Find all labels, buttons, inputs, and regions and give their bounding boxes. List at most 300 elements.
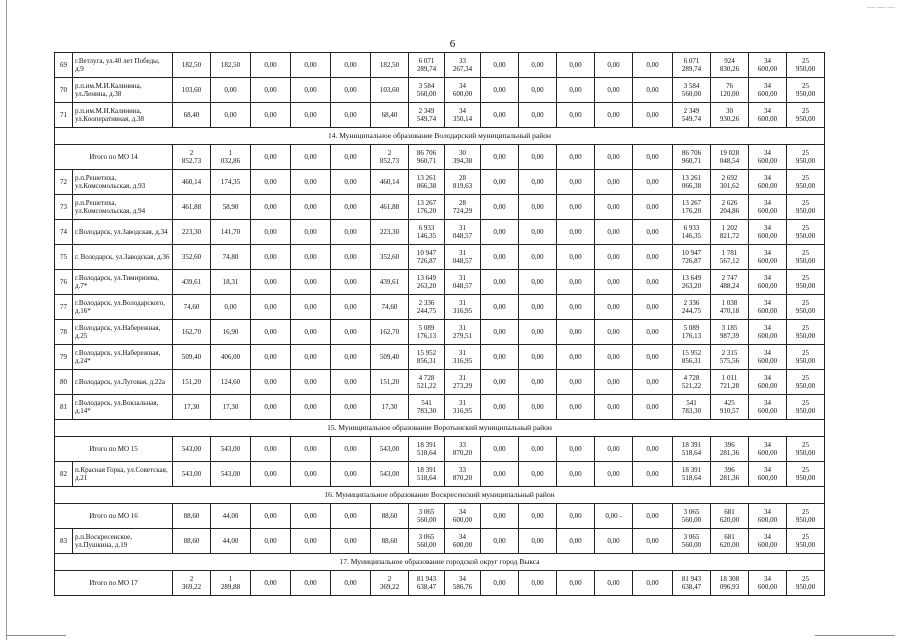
value-cell: 439,61 — [371, 270, 409, 295]
value-cell: 103,60 — [371, 78, 409, 103]
row-number: 73 — [55, 195, 73, 220]
value-cell: 6 933 146,35 — [409, 220, 445, 245]
total-cell: 2 369,22 — [173, 571, 211, 596]
value-cell: 17,30 — [211, 395, 251, 420]
total-cell: 0,00 — [251, 437, 291, 462]
page-number: 6 — [449, 38, 456, 50]
value-cell: 25 950,00 — [787, 370, 825, 395]
total-cell: 681 620,00 — [711, 504, 749, 529]
total-cell: 0,00 — [251, 571, 291, 596]
value-cell: 16,90 — [211, 320, 251, 345]
value-cell: 0,00 — [251, 370, 291, 395]
value-cell: 396 281,36 — [711, 462, 749, 487]
value-cell: 0,00 — [251, 195, 291, 220]
value-cell: 0,00 — [291, 245, 331, 270]
total-cell: 1 289,88 — [211, 571, 251, 596]
value-cell: 0,00 — [519, 270, 557, 295]
address-cell: г.Володарск, ул.Набережная, д.25 — [73, 320, 173, 345]
value-cell: 0,00 — [291, 295, 331, 320]
value-cell: 0,00 — [481, 270, 519, 295]
value-cell: 0,00 — [481, 78, 519, 103]
value-cell: 0,00 — [291, 195, 331, 220]
value-cell: 0,00 — [557, 270, 595, 295]
value-cell: 0,00 — [519, 103, 557, 128]
value-cell: 2 336 244,75 — [409, 295, 445, 320]
address-cell: р.п.Воскресенское, ул.Пушкина, д.19 — [73, 529, 173, 554]
total-cell: 25 950,00 — [787, 437, 825, 462]
value-cell: 1 781 567,12 — [711, 245, 749, 270]
value-cell: 0,00 — [291, 345, 331, 370]
value-cell: 0,00 — [331, 270, 371, 295]
value-cell: 0,00 — [251, 103, 291, 128]
value-cell: 0,00 — [519, 462, 557, 487]
section-heading: 16. Муниципальное образование Воскресенский муниципальный район — [55, 487, 825, 504]
value-cell: 0,00 — [251, 220, 291, 245]
total-cell: 18 391 518,64 — [673, 437, 711, 462]
value-cell: 34 600,00 — [749, 320, 787, 345]
total-cell: 34 586,76 — [445, 571, 481, 596]
total-cell: 18 391 518,64 — [409, 437, 445, 462]
scan-bottom-right-line — [815, 635, 895, 636]
total-cell: 18 308 096,93 — [711, 571, 749, 596]
total-cell: 19 028 048,54 — [711, 145, 749, 170]
value-cell: 0,00 — [251, 245, 291, 270]
value-cell: 0,00 — [291, 395, 331, 420]
value-cell: 0,00 — [595, 78, 633, 103]
value-cell: 0,00 — [595, 220, 633, 245]
total-cell: 25 950,00 — [787, 571, 825, 596]
row-number: 76 — [55, 270, 73, 295]
value-cell: 0,00 — [291, 78, 331, 103]
total-cell: 0,00 — [481, 504, 519, 529]
value-cell: 0,00 — [595, 195, 633, 220]
total-cell: 34 600,00 — [749, 504, 787, 529]
total-cell: 0,00 — [557, 437, 595, 462]
value-cell: 34 600,00 — [749, 245, 787, 270]
total-cell: 0,00 — [331, 437, 371, 462]
row-number: 77 — [55, 295, 73, 320]
value-cell: 33 267,34 — [445, 53, 481, 78]
value-cell: 681 620,00 — [711, 529, 749, 554]
table-row — [55, 170, 825, 195]
address-cell: г.Володарск, ул.Набережная, д.24* — [73, 345, 173, 370]
value-cell: 0,00 — [481, 370, 519, 395]
value-cell: 151,20 — [173, 370, 211, 395]
value-cell: 406,00 — [211, 345, 251, 370]
value-cell: 460,14 — [371, 170, 409, 195]
value-cell: 0,00 — [595, 462, 633, 487]
value-cell: 28 724,29 — [445, 195, 481, 220]
value-cell: 0,00 — [519, 170, 557, 195]
value-cell: 13 267 176,20 — [673, 195, 711, 220]
scan-edge-line — [6, 0, 7, 640]
value-cell: 74,80 — [211, 245, 251, 270]
value-cell: 0,00 — [331, 529, 371, 554]
value-cell: 0,00 — [633, 529, 673, 554]
total-cell: 0,00 — [519, 437, 557, 462]
value-cell: 3 584 560,00 — [673, 78, 711, 103]
value-cell: 0,00 — [633, 370, 673, 395]
total-cell: 0,00 — [519, 145, 557, 170]
section-heading-row — [55, 420, 825, 437]
value-cell: 0,00 — [331, 195, 371, 220]
value-cell: 0,00 — [633, 345, 673, 370]
section-heading: 15. Муниципальное образование Воротынский муниципальный район — [55, 420, 825, 437]
section-heading-row — [55, 128, 825, 145]
row-number: 72 — [55, 170, 73, 195]
value-cell: 541 783,30 — [673, 395, 711, 420]
total-cell: 0,00 — [331, 571, 371, 596]
value-cell: 0,00 — [519, 53, 557, 78]
total-cell: 0,00 — [633, 571, 673, 596]
table-row — [55, 103, 825, 128]
value-cell: 0,00 — [251, 295, 291, 320]
total-cell: 0,00 — [481, 437, 519, 462]
value-cell: 924 830,26 — [711, 53, 749, 78]
value-cell: 25 950,00 — [787, 395, 825, 420]
value-cell: 0,00 — [481, 529, 519, 554]
value-cell: 0,00 — [633, 320, 673, 345]
total-cell: 0,00 — [557, 504, 595, 529]
row-number: 79 — [55, 345, 73, 370]
table-row — [55, 462, 825, 487]
value-cell: 0,00 — [557, 78, 595, 103]
value-cell: 6 071 289,74 — [409, 53, 445, 78]
value-cell: 0,00 — [291, 170, 331, 195]
total-cell: 0,00 — [331, 145, 371, 170]
value-cell: 5 089 176,13 — [409, 320, 445, 345]
value-cell: 6 071 289,74 — [673, 53, 711, 78]
row-number: 74 — [55, 220, 73, 245]
total-cell: 0,00 — [595, 571, 633, 596]
value-cell: 76 120,00 — [711, 78, 749, 103]
value-cell: 2 747 488,24 — [711, 270, 749, 295]
table-row — [55, 529, 825, 554]
value-cell: 0,00 — [519, 395, 557, 420]
address-cell: г.Володарск, ул.Вокзальная, д.14* — [73, 395, 173, 420]
value-cell: 25 950,00 — [787, 320, 825, 345]
value-cell: 13 261 066,38 — [409, 170, 445, 195]
total-cell: 34 600,00 — [749, 571, 787, 596]
total-cell: 86 706 960,71 — [409, 145, 445, 170]
table-row — [55, 320, 825, 345]
row-number: 78 — [55, 320, 73, 345]
value-cell: 0,00 — [557, 170, 595, 195]
value-cell: 141,70 — [211, 220, 251, 245]
total-cell: 25 950,00 — [787, 504, 825, 529]
value-cell: 31 316,95 — [445, 345, 481, 370]
total-cell: 0,00 — [291, 145, 331, 170]
total-cell: 0,00 — [595, 437, 633, 462]
value-cell: 74,60 — [173, 295, 211, 320]
total-cell: 0,00 — [633, 504, 673, 529]
value-cell: 3 584 560,00 — [409, 78, 445, 103]
document-sheet — [54, 52, 825, 596]
value-cell: 25 950,00 — [787, 195, 825, 220]
value-cell: 34 600,00 — [749, 53, 787, 78]
value-cell: 31 273,29 — [445, 370, 481, 395]
value-cell: 0,00 — [291, 103, 331, 128]
value-cell: 0,00 — [331, 78, 371, 103]
value-cell: 13 261 066,38 — [673, 170, 711, 195]
value-cell: 25 950,00 — [787, 529, 825, 554]
value-cell: 25 950,00 — [787, 462, 825, 487]
value-cell: 0,00 — [291, 370, 331, 395]
value-cell: 0,00 — [251, 53, 291, 78]
table-row — [55, 345, 825, 370]
table-row — [55, 195, 825, 220]
value-cell: 2 626 204,86 — [711, 195, 749, 220]
address-cell: г.Володарск, ул.Луговая, д.22а — [73, 370, 173, 395]
row-number: 70 — [55, 78, 73, 103]
total-cell: 33 870,20 — [445, 437, 481, 462]
value-cell: 0,00 — [595, 345, 633, 370]
value-cell: 25 950,00 — [787, 345, 825, 370]
value-cell: 31 316,95 — [445, 395, 481, 420]
total-cell: 0,00 — [251, 145, 291, 170]
value-cell: 182,50 — [211, 53, 251, 78]
value-cell: 124,60 — [211, 370, 251, 395]
total-cell: 0,00 — [331, 504, 371, 529]
value-cell: 0,00 — [557, 529, 595, 554]
value-cell: 18 391 518,64 — [673, 462, 711, 487]
value-cell: 25 950,00 — [787, 78, 825, 103]
value-cell: 0,00 — [481, 295, 519, 320]
total-cell: 0,00 — [291, 504, 331, 529]
total-row — [55, 504, 825, 529]
value-cell: 543,00 — [211, 462, 251, 487]
value-cell: 0,00 — [557, 195, 595, 220]
value-cell: 0,00 — [595, 103, 633, 128]
value-cell: 0,00 — [251, 320, 291, 345]
value-cell: 0,00 — [557, 320, 595, 345]
table-row — [55, 245, 825, 270]
total-cell: 30 394,38 — [445, 145, 481, 170]
value-cell: 223,30 — [173, 220, 211, 245]
value-cell: 0,00 — [251, 78, 291, 103]
value-cell: 0,00 — [481, 462, 519, 487]
value-cell: 0,00 — [331, 345, 371, 370]
value-cell: 162,70 — [371, 320, 409, 345]
total-cell: 2 852,73 — [371, 145, 409, 170]
value-cell: 5 089 176,13 — [673, 320, 711, 345]
value-cell: 34 600,00 — [749, 220, 787, 245]
value-cell: 0,00 — [331, 103, 371, 128]
total-cell: 543,00 — [211, 437, 251, 462]
value-cell: 0,00 — [291, 53, 331, 78]
value-cell: 0,00 — [331, 220, 371, 245]
value-cell: 4 728 521,22 — [409, 370, 445, 395]
value-cell: 25 950,00 — [787, 53, 825, 78]
address-cell: г. Володарск, ул.Заводская, д.36 — [73, 245, 173, 270]
value-cell: 13 267 176,20 — [409, 195, 445, 220]
value-cell: 30 930,26 — [711, 103, 749, 128]
value-cell: 34 600,00 — [749, 370, 787, 395]
value-cell: 0,00 — [519, 195, 557, 220]
scan-bottom-left-line — [6, 635, 66, 636]
value-cell: 31 048,57 — [445, 220, 481, 245]
value-cell: 0,00 — [291, 270, 331, 295]
value-cell: 0,00 — [633, 78, 673, 103]
value-cell: 0,00 — [481, 170, 519, 195]
value-cell: 3 185 987,39 — [711, 320, 749, 345]
value-cell: 425 910,57 — [711, 395, 749, 420]
value-cell: 0,00 — [557, 245, 595, 270]
total-cell: 0,00 — [519, 504, 557, 529]
value-cell: 15 952 856,31 — [673, 345, 711, 370]
value-cell: 58,90 — [211, 195, 251, 220]
value-cell: 0,00 — [481, 395, 519, 420]
data-table — [54, 52, 825, 596]
table-row — [55, 78, 825, 103]
value-cell: 0,00 — [481, 320, 519, 345]
value-cell: 0,00 — [251, 170, 291, 195]
value-cell: 25 950,00 — [787, 245, 825, 270]
total-cell: 34 600,00 — [749, 145, 787, 170]
value-cell: 4 728 521,22 — [673, 370, 711, 395]
value-cell: 0,00 — [595, 529, 633, 554]
total-row — [55, 437, 825, 462]
value-cell: 31 048,57 — [445, 270, 481, 295]
value-cell: 543,00 — [173, 462, 211, 487]
row-number: 69 — [55, 53, 73, 78]
value-cell: 223,30 — [371, 220, 409, 245]
value-cell: 0,00 — [481, 220, 519, 245]
value-cell: 34 600,00 — [749, 395, 787, 420]
value-cell: 34 600,00 — [445, 78, 481, 103]
value-cell: 25 950,00 — [787, 270, 825, 295]
total-cell: 88,60 — [371, 504, 409, 529]
value-cell: 2 336 244,75 — [673, 295, 711, 320]
value-cell: 182,50 — [173, 53, 211, 78]
value-cell: 1 202 821,72 — [711, 220, 749, 245]
total-cell: 81 943 638,47 — [673, 571, 711, 596]
value-cell: 0,00 — [481, 195, 519, 220]
row-number: 71 — [55, 103, 73, 128]
value-cell: 1 038 470,18 — [711, 295, 749, 320]
value-cell: 31 048,57 — [445, 245, 481, 270]
value-cell: 0,00 — [633, 103, 673, 128]
section-heading: 14. Муниципальное образование Володарский муниципальный район — [55, 128, 825, 145]
total-cell: 25 950,00 — [787, 145, 825, 170]
value-cell: 461,88 — [173, 195, 211, 220]
address-cell: п.Красная Горка, ул.Советская, д.21 — [73, 462, 173, 487]
address-cell: г.Володарск, ул.Заводская, д.34 — [73, 220, 173, 245]
value-cell: 0,00 — [595, 245, 633, 270]
value-cell: 18,31 — [211, 270, 251, 295]
value-cell: 17,30 — [173, 395, 211, 420]
value-cell: 15 952 856,31 — [409, 345, 445, 370]
value-cell: 0,00 — [331, 53, 371, 78]
total-cell: 0,00 — [557, 571, 595, 596]
value-cell: 88,60 — [371, 529, 409, 554]
value-cell: 0,00 — [595, 320, 633, 345]
row-number: 75 — [55, 245, 73, 270]
value-cell: 0,00 — [481, 53, 519, 78]
value-cell: 1 011 721,28 — [711, 370, 749, 395]
value-cell: 103,60 — [173, 78, 211, 103]
value-cell: 2 349 549,74 — [409, 103, 445, 128]
value-cell: 6 933 146,35 — [673, 220, 711, 245]
value-cell: 0,00 — [251, 270, 291, 295]
value-cell: 0,00 — [519, 529, 557, 554]
total-cell: 34 600,00 — [445, 504, 481, 529]
total-cell: 0,00 - — [595, 504, 633, 529]
value-cell: 34 600,00 — [749, 462, 787, 487]
value-cell: 0,00 — [251, 395, 291, 420]
value-cell: 34 600,00 — [445, 529, 481, 554]
value-cell: 0,00 — [595, 53, 633, 78]
total-cell: 88,60 — [173, 504, 211, 529]
value-cell: 543,00 — [371, 462, 409, 487]
address-cell: р.п.им.М.И.Калинина, ул.Ленина, д.38 — [73, 78, 173, 103]
value-cell: 0,00 — [331, 320, 371, 345]
table-row — [55, 295, 825, 320]
value-cell: 34 600,00 — [749, 295, 787, 320]
value-cell: 0,00 — [633, 462, 673, 487]
row-number: 81 — [55, 395, 73, 420]
value-cell: 0,00 — [557, 295, 595, 320]
address-cell: р.п.им.М.И.Калинина, ул.Кооперативная, д.38 — [73, 103, 173, 128]
value-cell: 174,35 — [211, 170, 251, 195]
address-cell: г.Володарск, ул.Володарского, д.16* — [73, 295, 173, 320]
value-cell: 68,40 — [371, 103, 409, 128]
total-cell: 2 369,22 — [371, 571, 409, 596]
value-cell: 0,00 — [633, 220, 673, 245]
value-cell: 0,00 — [557, 395, 595, 420]
value-cell: 34 600,00 — [749, 345, 787, 370]
total-cell: 2 852,73 — [173, 145, 211, 170]
value-cell: 0,00 — [633, 295, 673, 320]
table-row — [55, 220, 825, 245]
total-cell: 44,00 — [211, 504, 251, 529]
value-cell: 34 350,14 — [445, 103, 481, 128]
value-cell: 34 600,00 — [749, 78, 787, 103]
value-cell: 0,00 — [251, 529, 291, 554]
value-cell: 162,70 — [173, 320, 211, 345]
value-cell: 0,00 — [481, 103, 519, 128]
value-cell: 0,00 — [331, 395, 371, 420]
total-cell: 34 600,00 — [749, 437, 787, 462]
row-number: 82 — [55, 462, 73, 487]
value-cell: 34 600,00 — [749, 195, 787, 220]
value-cell: 25 950,00 — [787, 295, 825, 320]
total-cell: 543,00 — [371, 437, 409, 462]
value-cell: 0,00 — [633, 195, 673, 220]
value-cell: 0,00 — [557, 370, 595, 395]
value-cell: 3 065 560,00 — [409, 529, 445, 554]
address-cell: г.Ветлуга, ул.40 лет Победы, д.9 — [73, 53, 173, 78]
total-cell: 0,00 — [251, 504, 291, 529]
value-cell: 0,00 — [519, 220, 557, 245]
total-row — [55, 145, 825, 170]
value-cell: 10 947 726,87 — [409, 245, 445, 270]
total-cell: 543,00 — [173, 437, 211, 462]
value-cell: 0,00 — [291, 320, 331, 345]
total-cell: 0,00 — [633, 437, 673, 462]
row-number: 80 — [55, 370, 73, 395]
value-cell: 509,40 — [371, 345, 409, 370]
value-cell: 0,00 — [519, 320, 557, 345]
total-cell: 0,00 — [557, 145, 595, 170]
value-cell: 0,00 — [595, 270, 633, 295]
value-cell: 0,00 — [481, 345, 519, 370]
value-cell: 2 315 575,56 — [711, 345, 749, 370]
value-cell: 25 950,00 — [787, 103, 825, 128]
total-cell: 0,00 — [481, 571, 519, 596]
value-cell: 0,00 — [633, 53, 673, 78]
section-heading: 17. Муниципальное образование городской округ город Выкса — [55, 554, 825, 571]
